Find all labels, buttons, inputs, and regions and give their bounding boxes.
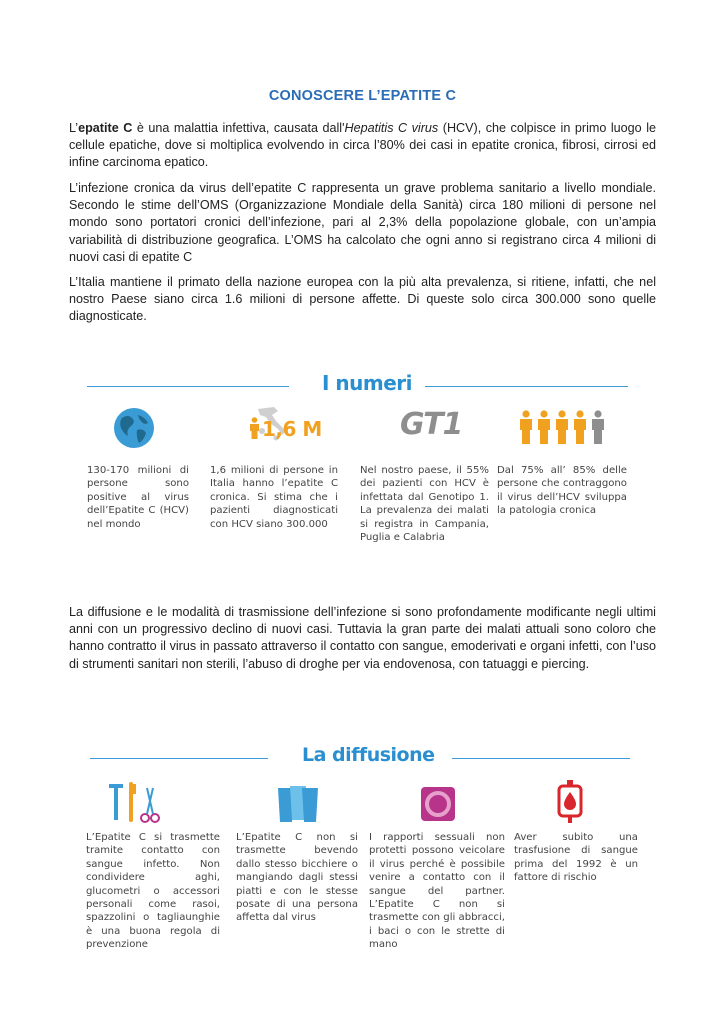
numeri-heading: I numeri — [322, 371, 413, 395]
divider-right-2 — [452, 758, 630, 759]
numeri-text-2: 1,6 milioni di persone in Italia hanno l’epatite C cronica. Si stima che i pazienti diagnosticati con HCV siano 300.000 — [210, 465, 338, 530]
globe-icon — [112, 406, 156, 450]
diffusione-text-1: L’Epatite C si trasmette tramite contatto con sangue infetto. Non condividere aghi, glucometri o accessori personali come rasoi, spazzolini o tagliaunghie è una buona regola di prevenzione — [86, 832, 220, 951]
glasses-icon — [276, 784, 320, 824]
stat-1-6-million: 1,6 M — [262, 417, 322, 441]
numeri-text-4: Dal 75% all’ 85% delle persone che contraggono il virus dell’HCV sviluppa la patologia cronica — [497, 465, 627, 517]
diffusione-text-3: I rapporti sessuali non protetti possono veicolare il virus perché è possibile venire a contatto con il sangue del partner. L’Epatite C non si trasmette con gli abbracci, i baci o con le strette di mano — [369, 832, 505, 951]
divider-right — [425, 386, 628, 387]
diffusione-heading: La diffusione — [302, 744, 435, 766]
intro-paragraph-2: L’infezione cronica da virus dell’epatite C rappresenta un grave problema sanitario a livello mondiale. Secondo le stime dell’OMS (Organizzazione Mondiale della Sanità) circa 180 milioni di persone nel mondo sono portatori cronici dell’infezione, pari al 2,3% della popolazione globale, con un’ampia variabilità di distribuzione geografica. L’OMS ha calcolato che ogni anno si registrano circa 4 milioni di nuovi casi di epatite C — [69, 181, 656, 264]
middle-paragraph: La diffusione e le modalità di trasmissione dell’infezione si sono profondamente modificante negli ultimi anni con un progressivo declino di nuovi casi. Tuttavia la gran parte dei malati attuali sono coloro che hanno contratto il virus in passato attraverso il contatto con sangue, emoderivati e organi infetti, con l’uso di strumenti sanitari non sterili, l’abuso di droghe per via endovenosa, con tatuaggi e piercing. — [69, 605, 656, 671]
people-icon — [518, 410, 610, 446]
blood-bag-icon — [556, 780, 584, 824]
intro-paragraph-1: L’epatite C è una malattia infettiva, causata dall'Hepatitis C virus (HCV), che colpisce in primo luogo le cellule epatiche, dove si moltiplica evolvendo in circa l’80% dei casi in epatite cronica, fibrosi, cirrosi ed infine carcinoma epatico. — [69, 121, 657, 170]
divider-left-2 — [90, 758, 268, 759]
diffusione-text-2: L’Epatite C non si trasmette bevendo dallo stesso bicchiere o mangiando dagli stessi piatti e con le stesse posate di una persona affetta dal virus — [236, 832, 358, 924]
condom-icon — [420, 786, 456, 822]
diffusione-text-4: Aver subito una trasfusione di sangue prima del 1992 è un fattore di rischio — [514, 832, 638, 884]
genotype-icon: GT1 — [400, 407, 463, 442]
person-icon — [248, 417, 261, 439]
page-title: CONOSCERE L’EPATITE C — [268, 88, 457, 104]
divider-left — [87, 386, 289, 387]
tools-icon — [107, 780, 163, 824]
intro-paragraph-3: L’Italia mantiene il primato della nazione europea con la più alta prevalenza, si ritiene, infatti, che nel nostro Paese siano circa 1.6 milioni di persone affette. Di queste solo circa 300.000 sono quelle diagnosticate. — [69, 275, 656, 324]
numeri-text-1: 130-170 milioni di persone sono positive al virus dell’Epatite C (HCV) nel mondo — [87, 465, 189, 530]
numeri-text-3: Nel nostro paese, il 55% dei pazienti con HCV è infettata dal Genotipo 1. La prevalenza dei malati si registra in Campania, Puglia e Calabria — [360, 465, 489, 544]
